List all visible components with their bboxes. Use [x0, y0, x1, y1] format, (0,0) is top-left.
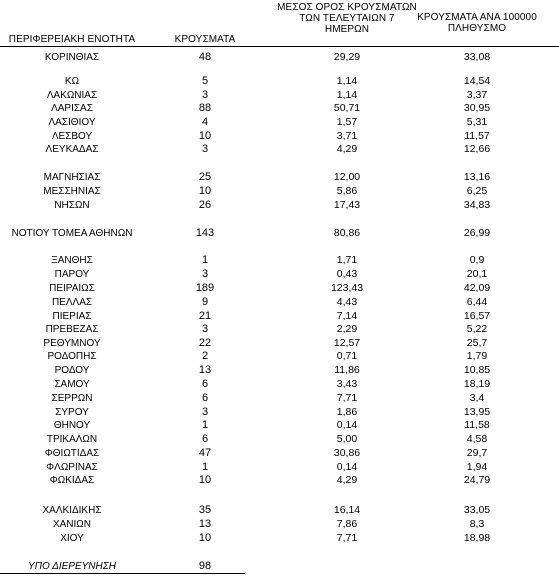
cell-avg7: 17,43 [333, 199, 361, 211]
cell-per100k: 3,37 [466, 89, 488, 101]
cell-per100k: 6,44 [466, 296, 488, 308]
cell-region: ΛΕΥΚΑΔΑΣ [45, 144, 99, 155]
cell-avg7: 4,29 [336, 474, 358, 486]
cell-cases: 6 [201, 433, 209, 445]
cell-avg7: 7,14 [336, 310, 358, 322]
cell-avg7: 7,86 [336, 518, 358, 530]
cell-cases: 9 [201, 296, 209, 308]
cell-cases: 48 [198, 51, 212, 63]
cell-region: ΛΕΣΒΟΥ [51, 131, 93, 142]
cell-per100k: 26,99 [463, 227, 491, 239]
bottom-rule [0, 573, 245, 574]
cell-region: ΝΟΤΙΟΥ ΤΟΜΕΑ ΑΘΗΝΩΝ [11, 228, 133, 239]
cell-per100k: 24,79 [463, 474, 491, 486]
header-cases: ΚΡΟΥΣΜΑΤΑ [174, 34, 236, 45]
cell-cases: 5 [201, 75, 209, 87]
cell-region: ΧΑΛΚΙΔΙΚΗΣ [42, 505, 102, 516]
cell-cases: 10 [198, 532, 212, 544]
cell-per100k: 1,79 [466, 350, 488, 362]
cell-region: ΣΕΡΡΩΝ [51, 393, 93, 404]
cell-region: ΛΑΡΙΣΑΣ [51, 103, 93, 114]
cell-per100k: 13,95 [463, 406, 491, 418]
cell-cases: 21 [198, 310, 212, 322]
cell-avg7: 1,71 [336, 254, 358, 266]
cell-avg7: 3,43 [336, 378, 358, 390]
cell-cases: 13 [198, 518, 212, 530]
cell-per100k: 12,66 [463, 143, 491, 155]
cell-per100k: 25,7 [466, 337, 488, 349]
cell-per100k: 3,4 [469, 392, 485, 404]
cell-avg7: 123,43 [330, 282, 364, 294]
cell-per100k: 8,3 [469, 518, 485, 530]
cell-region: ΧΑΝΙΩΝ [52, 519, 92, 530]
cell-cases: 143 [195, 227, 215, 239]
cell-cases: 3 [201, 143, 209, 155]
cell-cases: 13 [198, 364, 212, 376]
cell-per100k: 4,58 [466, 433, 488, 445]
cell-per100k: 11,58 [464, 419, 490, 431]
cell-cases: 6 [201, 378, 209, 390]
cell-cases: 3 [201, 268, 209, 280]
cell-region: ΚΟΡΙΝΘΙΑΣ [44, 52, 100, 63]
cell-avg7: 1,86 [336, 406, 358, 418]
cell-avg7: 12,00 [333, 171, 361, 183]
cell-per100k: 5,31 [466, 116, 488, 128]
cell-region: ΜΑΓΝΗΣΙΑΣ [43, 172, 101, 183]
cell-region: ΡΕΘΥΜΝΟΥ [43, 338, 101, 349]
cell-cases: 26 [198, 199, 212, 211]
cell-per100k: 16,57 [463, 310, 491, 322]
cell-region: ΠΙΕΡΙΑΣ [52, 311, 92, 322]
cell-per100k: 29,7 [466, 447, 488, 459]
cell-per100k: 33,05 [463, 504, 491, 516]
cell-avg7: 16,14 [333, 504, 361, 516]
cell-cases: 3 [201, 406, 209, 418]
cell-cases: 6 [201, 392, 209, 404]
cell-avg7: 7,71 [336, 392, 358, 404]
cell-avg7: 4,43 [336, 296, 358, 308]
cell-per100k: 20,1 [466, 268, 488, 280]
cell-per100k: 0,9 [469, 254, 485, 266]
cell-per100k: 18,19 [463, 378, 491, 390]
cell-per100k: 1,94 [466, 461, 488, 473]
cell-cases: 2 [201, 350, 209, 362]
cell-avg7: 7,71 [336, 532, 358, 544]
cell-per100k: 34,83 [463, 199, 491, 211]
cell-region: ΧΙΟΥ [60, 533, 84, 544]
cell-region: ΞΑΝΘΗΣ [51, 255, 93, 266]
cell-cases: 10 [198, 474, 212, 486]
cell-per100k: 13,16 [463, 171, 491, 183]
cell-avg7: 11,86 [334, 364, 360, 376]
cell-cases: 22 [198, 337, 212, 349]
cell-region: ΠΕΙΡΑΙΩΣ [49, 283, 95, 294]
cell-cases: 1 [201, 419, 209, 431]
cell-region: ΡΟΔΟΥ [54, 365, 90, 376]
cell-region: ΠΑΡΟΥ [54, 269, 90, 280]
cell-region: ΚΩ [64, 76, 80, 87]
cell-region: ΥΠΟ ΔΙΕΡΕΥΝΗΣΗ [28, 561, 116, 572]
cell-avg7: 5,00 [336, 433, 358, 445]
cell-region: ΘΗΝΟΥ [53, 420, 91, 431]
cell-cases: 98 [198, 560, 212, 572]
cell-region: ΡΟΔΟΠΗΣ [47, 351, 97, 362]
cell-region: ΜΕΣΣΗΝΙΑΣ [43, 186, 101, 197]
cell-per100k [398, 560, 556, 573]
cell-cases: 10 [198, 130, 212, 142]
cell-per100k: 10,85 [463, 364, 491, 376]
cell-avg7: 0,14 [336, 461, 358, 473]
cell-avg7: 0,14 [336, 419, 358, 431]
cell-avg7: 1,14 [336, 89, 358, 101]
cell-region: ΝΗΣΩΝ [54, 200, 90, 211]
cell-cases: 3 [201, 323, 209, 335]
cell-avg7: 80,86 [333, 227, 361, 239]
cell-cases: 88 [198, 102, 212, 114]
cell-avg7: 1,14 [336, 75, 358, 87]
cell-avg7: 3,71 [336, 130, 358, 142]
cell-avg7: 29,29 [333, 51, 361, 63]
cell-avg7: 5,86 [336, 185, 358, 197]
cell-cases: 10 [198, 185, 212, 197]
cell-cases: 1 [201, 461, 209, 473]
cell-cases: 1 [201, 254, 209, 266]
cell-avg7: 30,86 [333, 447, 361, 459]
cell-per100k: 5,22 [466, 323, 488, 335]
cell-region: ΦΘΙΩΤΙΔΑΣ [44, 448, 100, 459]
cell-avg7: 0,43 [336, 268, 358, 280]
cell-region: ΠΕΛΛΑΣ [51, 297, 93, 308]
cell-per100k: 18,98 [463, 532, 491, 544]
header-rule [0, 46, 559, 47]
cell-cases: 25 [198, 171, 212, 183]
cell-region: ΣΥΡΟΥ [55, 407, 89, 418]
cell-region: ΣΑΜΟΥ [54, 379, 90, 390]
cell-region: ΦΛΩΡΙΝΑΣ [46, 462, 98, 473]
cell-avg7: 2,29 [336, 323, 358, 335]
header-avg7: ΜΕΣΟΣ ΟΡΟΣ ΚΡΟΥΣΜΑΤΩΝ ΤΩΝ ΤΕΛΕΥΤΑΙΩΝ 7 ΗΜΕΡΩΝ [277, 2, 417, 35]
cell-region: ΤΡΙΚΑΛΩΝ [46, 434, 98, 445]
cell-avg7: 12,57 [333, 337, 361, 349]
cell-cases: 189 [195, 282, 215, 294]
cell-per100k: 11,57 [464, 130, 490, 142]
cell-avg7: 0,71 [336, 350, 358, 362]
cell-per100k: 14,54 [463, 75, 491, 87]
cell-avg7: 1,57 [336, 116, 358, 128]
cell-region: ΠΡΕΒΕΖΑΣ [45, 324, 99, 335]
cell-region: ΦΩΚΙΔΑΣ [49, 475, 95, 486]
cell-avg7: 4,29 [336, 143, 358, 155]
header-region: ΠΕΡΙΦΕΡΕΙΑΚΗ ΕΝΟΤΗΤΑ [8, 34, 136, 45]
cell-cases: 35 [198, 504, 212, 516]
header-per100k: ΚΡΟΥΣΜΑΤΑ ΑΝΑ 100000 ΠΛΗΘΥΣΜΟ [417, 12, 537, 34]
cell-region: ΛΑΣΙΘΙΟΥ [48, 117, 96, 128]
cell-cases: 47 [198, 447, 212, 459]
cell-per100k: 30,95 [463, 102, 491, 114]
cell-avg7: 50,71 [333, 102, 361, 114]
cell-cases: 3 [201, 89, 209, 101]
cell-region: ΛΑΚΩΝΙΑΣ [46, 90, 98, 101]
cell-cases: 4 [201, 116, 209, 128]
cell-per100k: 42,09 [463, 282, 491, 294]
cell-per100k: 33,08 [463, 51, 491, 63]
cell-per100k: 6,25 [466, 185, 488, 197]
